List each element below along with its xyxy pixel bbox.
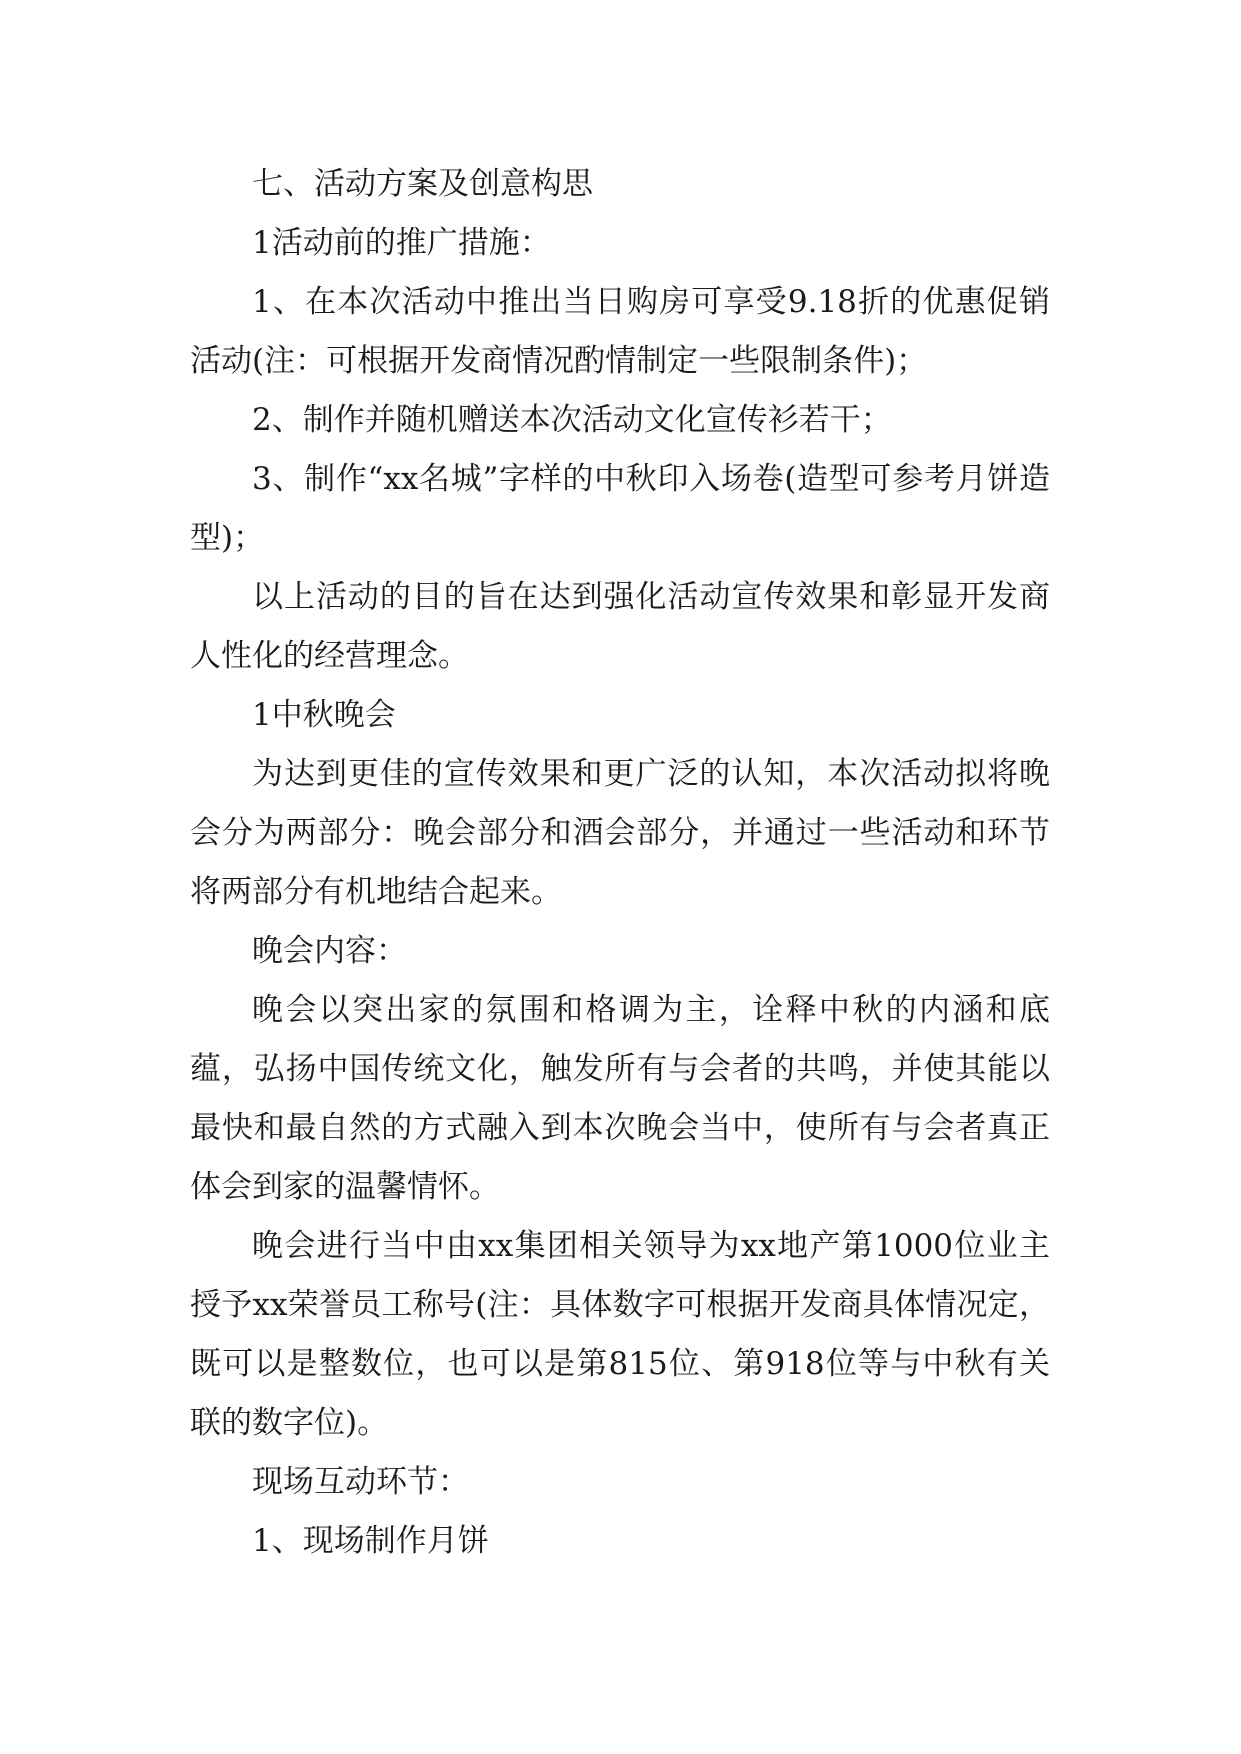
subsection-heading: 现场互动环节： <box>252 1464 469 1500</box>
list-item: 1、在本次活动中推出当日购房可享受9.18折的优惠促销活动(注：可根据开发商情况酌情制定一些限制条件)； <box>190 284 1050 379</box>
subsection-heading: 1中秋晚会 <box>252 697 396 733</box>
body-paragraph: 为达到更佳的宣传效果和更广泛的认知，本次活动拟将晚会分为两部分：晚会部分和酒会部分，并通过一些活动和环节将两部分有机地结合起来。 <box>190 756 1050 910</box>
body-paragraph: 晚会进行当中由xx集团相关领导为xx地产第1000位业主授予xx荣誉员工称号(注：具体数字可根据开发商具体情况定，既可以是整数位，也可以是第815位、第918位等与中秋有关联的数字位)。 <box>190 1228 1050 1441</box>
section-heading: 七、活动方案及创意构思 <box>252 166 593 202</box>
subsection-heading: 晚会内容： <box>252 933 407 969</box>
subsection-heading: 1活动前的推广措施： <box>252 225 551 261</box>
list-item: 1、现场制作月饼 <box>252 1523 489 1559</box>
body-paragraph: 以上活动的目的旨在达到强化活动宣传效果和彰显开发商人性化的经营理念。 <box>190 579 1050 674</box>
list-item: 3、制作“xx名城”字样的中秋印入场卷(造型可参考月饼造型)； <box>190 461 1050 556</box>
body-paragraph: 晚会以突出家的氛围和格调为主，诠释中秋的内涵和底蕴，弘扬中国传统文化，触发所有与会者的共鸣，并使其能以最快和最自然的方式融入到本次晚会当中，使所有与会者真正体会到家的温馨情怀。 <box>190 992 1050 1205</box>
document-body <box>190 155 1050 1571</box>
list-item: 2、制作并随机赠送本次活动文化宣传衫若干； <box>252 402 892 438</box>
